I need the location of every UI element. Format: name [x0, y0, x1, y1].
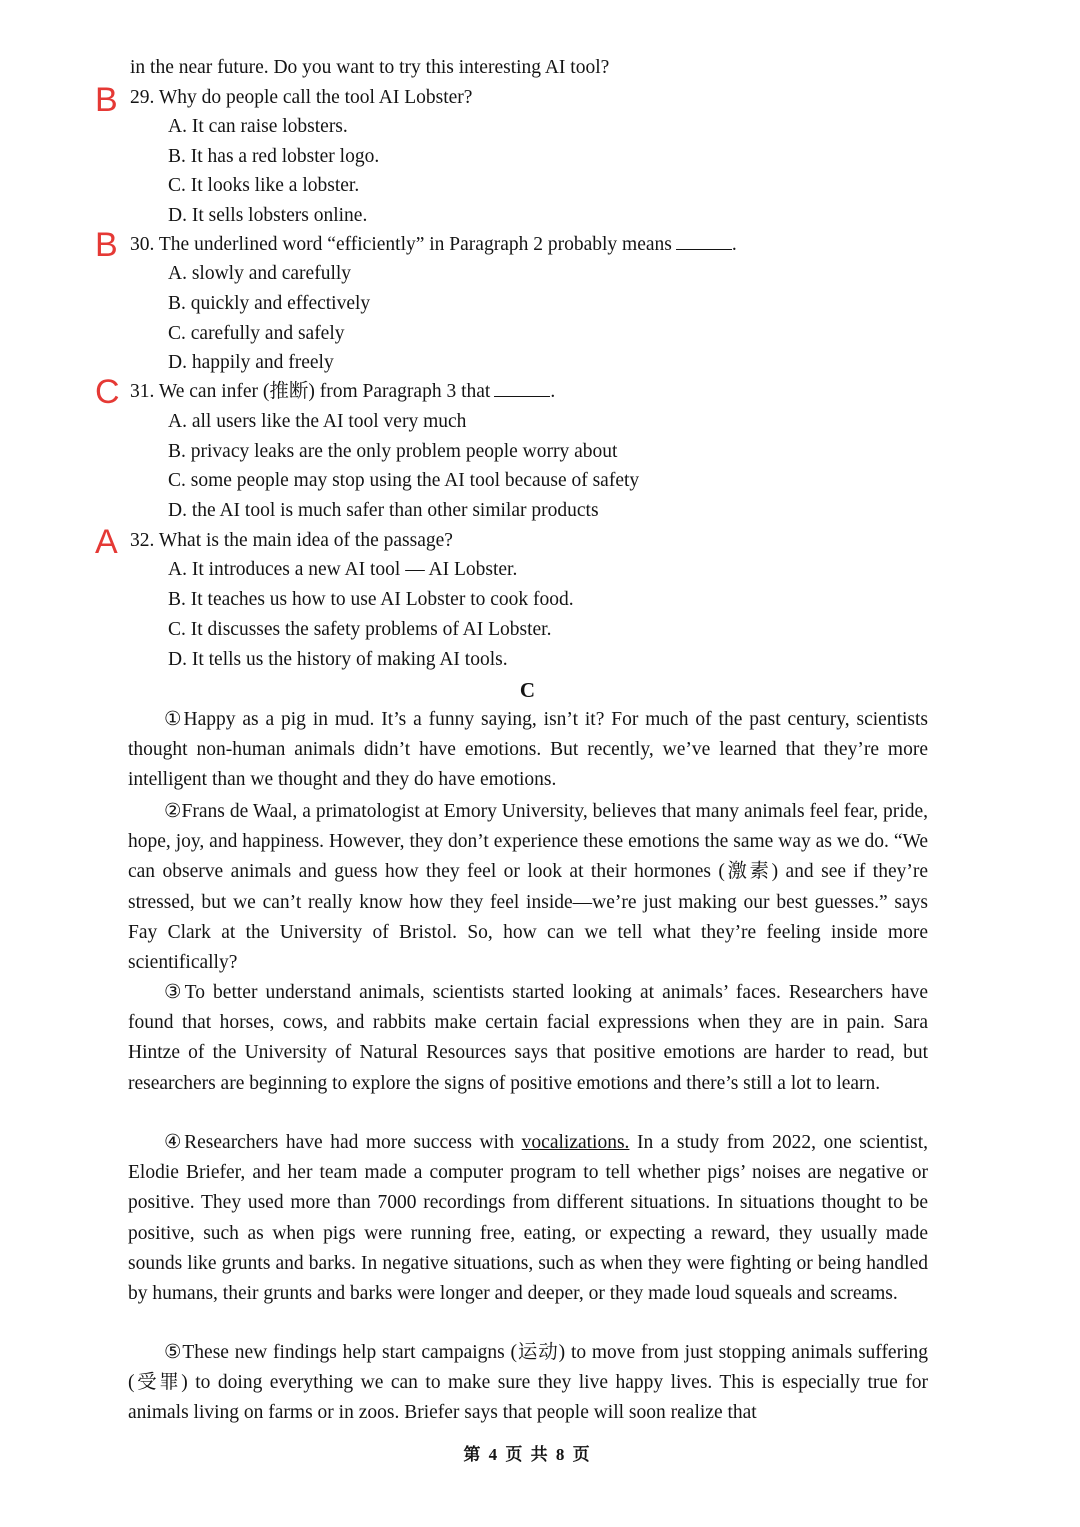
underlined-word: vocalizations.: [521, 1132, 630, 1153]
question-31-option-d: D. the AI tool is much safer than other similar products: [168, 500, 599, 521]
answer-mark-32: A: [95, 523, 118, 561]
question-29-option-c: C. It looks like a lobster.: [168, 175, 360, 196]
question-32-option-d: D. It tells us the history of making AI tools.: [168, 649, 508, 670]
question-31-option-c: C. some people may stop using the AI tool because of safety: [168, 470, 640, 491]
answer-blank: [494, 380, 550, 397]
question-30-option-d: D. happily and freely: [168, 352, 334, 373]
question-29-option-d: D. It sells lobsters online.: [168, 205, 368, 226]
question-32-option-a: A. It introduces a new AI tool — AI Lobster.: [168, 559, 518, 580]
question-32-stem: 32. What is the main idea of the passage?: [130, 530, 453, 551]
section-title: C: [519, 678, 536, 702]
page-footer: 第 4 页 共 8 页: [463, 1445, 592, 1464]
answer-mark-31: C: [95, 373, 120, 411]
question-32-option-c: C. It discusses the safety problems of AI Lobster.: [168, 619, 552, 640]
question-29-option-b: B. It has a red lobster logo.: [168, 146, 380, 167]
question-31-stem: 31. We can infer (推断) from Paragraph 3 that: [130, 381, 491, 402]
question-30-option-a: A. slowly and carefully: [168, 263, 352, 284]
question-30-option-c: C. carefully and safely: [168, 323, 345, 344]
answer-blank: [676, 233, 732, 250]
question-30-stem-row: 30. The underlined word “efficiently” in Paragraph 2 probably means .: [130, 234, 737, 255]
question-31-option-a: A. all users like the AI tool very much: [168, 411, 467, 432]
paragraph-5: ⑤These new findings help start campaigns (运动) to move from just stopping animals suffering (受罪) to doing everything we can to make sure they live happy lives. This is especially true for animals living on farms or in zoos. Briefer says that people will soon realize that: [128, 1342, 928, 1424]
question-30-option-b: B. quickly and effectively: [168, 293, 371, 314]
answer-mark-30: B: [95, 226, 118, 264]
question-29-option-a: A. It can raise lobsters.: [168, 116, 348, 137]
question-32-option-b: B. It teaches us how to use AI Lobster to cook food.: [168, 589, 574, 610]
question-31-option-b: B. privacy leaks are the only problem people worry about: [168, 441, 618, 462]
paragraph-4: [128, 1128, 928, 1309]
question-31-stem-row: 31. We can infer (推断) from Paragraph 3 that .: [130, 381, 556, 402]
paragraph-3: ③To better understand animals, scientists started looking at animals’ faces. Researchers have found that horses, cows, and rabbits make certain facial expressions when they are in pain. Sara Hintze of the University of Natural Resources says that positive emotions are harder to read, but researchers are beginning to explore the signs of positive emotions and there’s still a lot to learn.: [128, 982, 928, 1094]
paragraph-2: ②Frans de Waal, a primatologist at Emory University, believes that many animals feel fear, pride, hope, joy, and happiness. However, they don’t experience these emotions the same way as we do. “We can observe animals and guess how they feel or look at their hormones (激素) and see if they’re stressed, but we can’t really know how they feel inside—we’re just making our best guesses.” says Fay Clark at the University of Bristol. So, how can we tell what they’re feeling inside more scientifically?: [128, 801, 928, 974]
intro-line: in the near future. Do you want to try this interesting AI tool?: [130, 57, 610, 78]
question-30-stem: 30. The underlined word “efficiently” in Paragraph 2 probably means: [130, 234, 672, 255]
paragraph-4-before: ④Researchers have had more success with: [164, 1132, 522, 1153]
answer-mark-29: B: [95, 81, 118, 119]
paragraph-1: ①Happy as a pig in mud. It’s a funny saying, isn’t it? For much of the past century, scientists thought non-human animals didn’t have emotions. But recently, we’ve learned that they’re more intelligent than we thought and they do have emotions.: [128, 709, 928, 791]
question-29-stem: 29. Why do people call the tool AI Lobster?: [130, 87, 473, 108]
paragraph-4-after: In a study from 2022, one scientist, Elodie Briefer, and her team made a computer program to tell whether pigs’ noises are negative or positive. They used more than 7000 recordings from different situations. In situations thought to be positive, such as when pigs were running free, eating, or expecting a reward, they usually made sounds like grunts and barks. In negative situations, such as when they were fighting or being handled by humans, their grunts and barks were longer and deeper, or they made loud squeals and screams.: [128, 1132, 928, 1305]
